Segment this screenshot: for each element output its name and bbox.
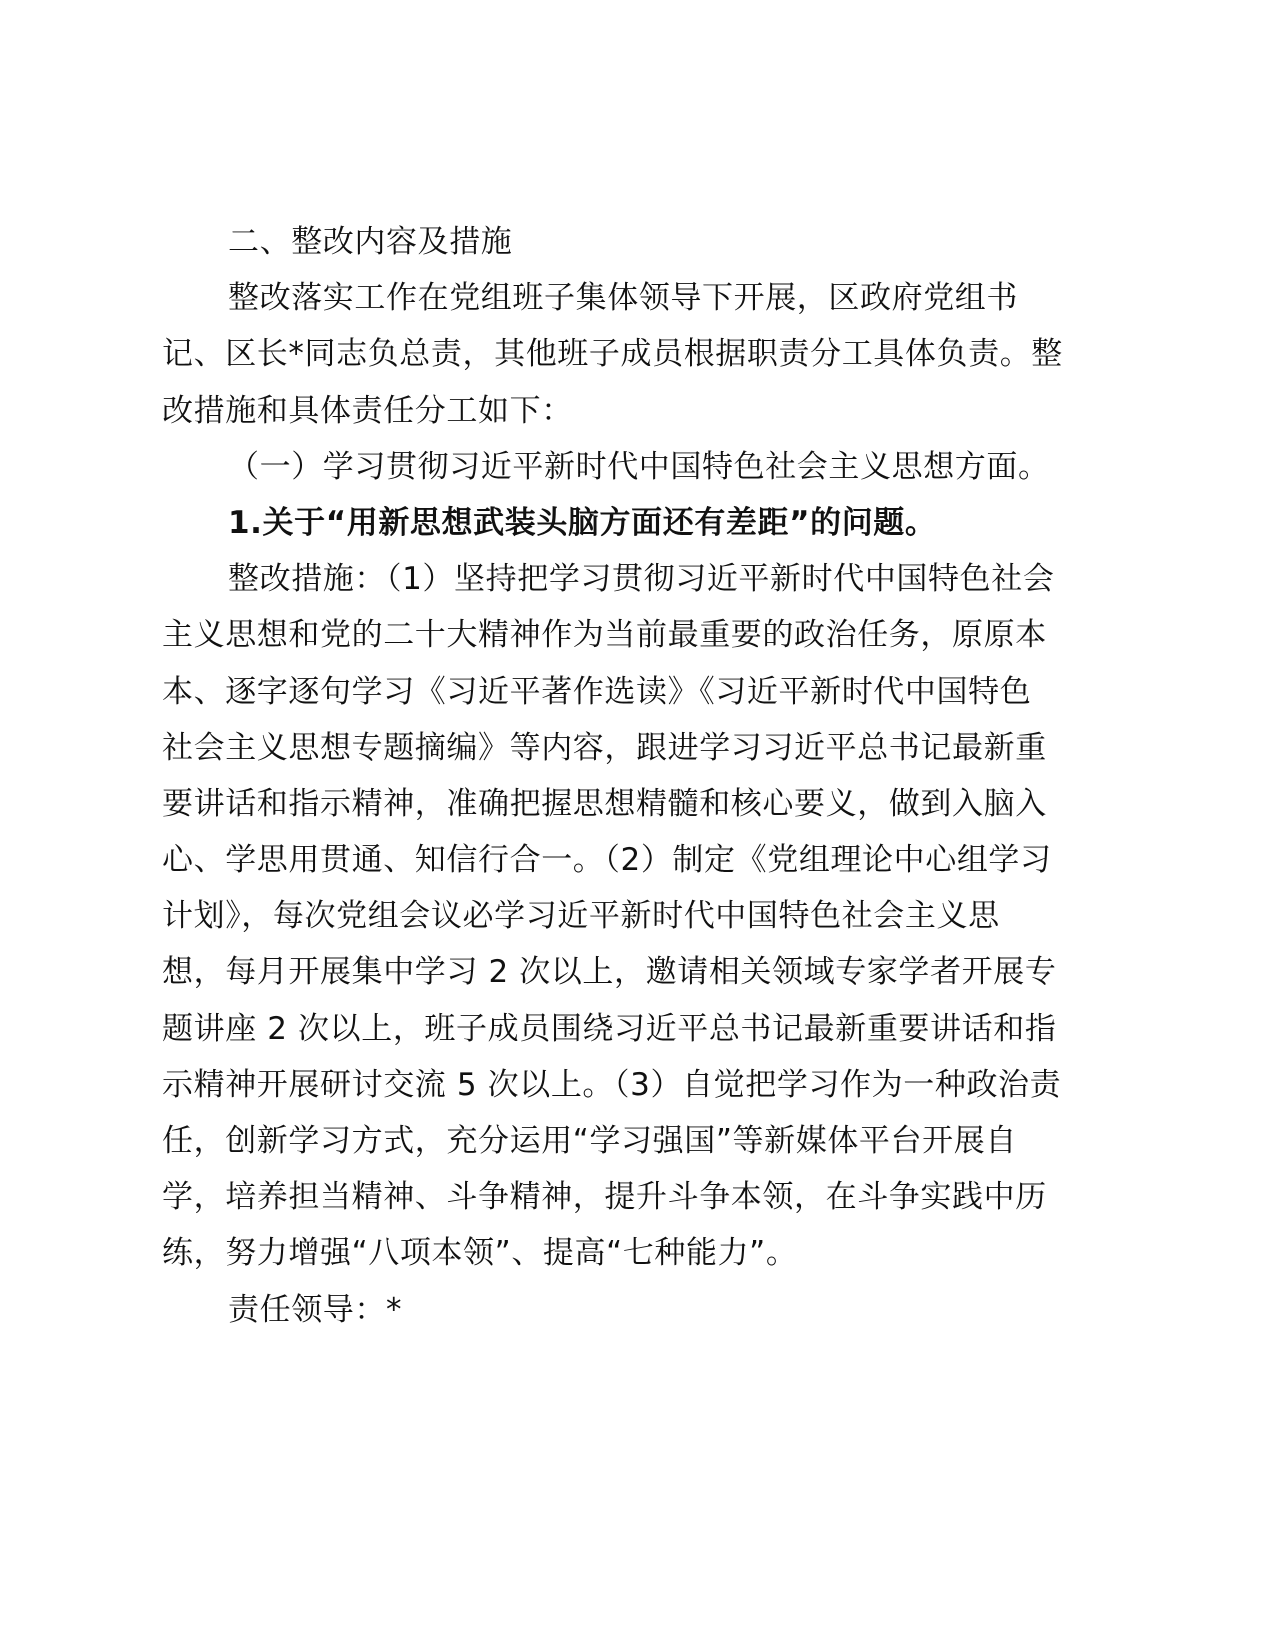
paragraph-line: 想，每月开展集中学习 2 次以上，邀请相关领域专家学者开展专 [162, 954, 1057, 991]
paragraph-line: 整改措施：（1）坚持把学习贯彻习近平新时代中国特色社会 [228, 561, 1055, 598]
section-heading: 二、整改内容及措施 [228, 224, 513, 260]
paragraph-line: 示精神开展研讨交流 5 次以上。（3）自觉把学习作为一种政治责 [162, 1066, 1062, 1103]
paragraph-line: 记、区长*同志负总责，其他班子成员根据职责分工具体负责。整 [162, 336, 1063, 373]
paragraph-line: 学，培养担当精神、斗争精神，提升斗争本领，在斗争实践中历 [162, 1179, 1047, 1216]
paragraph-line: 改措施和具体责任分工如下： [162, 392, 573, 429]
issue-heading: 1.关于“用新思想武装头脑方面还有差距”的问题。 [228, 504, 937, 541]
responsible-leader: 责任领导：* [228, 1291, 403, 1328]
paragraph-line: 本、逐字逐句学习《习近平著作选读》《习近平新时代中国特色 [162, 673, 1032, 710]
paragraph-line: 整改落实工作在党组班子集体领导下开展，区政府党组书 [228, 280, 1018, 317]
paragraph-line: 题讲座 2 次以上，班子成员围绕习近平总书记最新重要讲话和指 [162, 1010, 1057, 1047]
paragraph-line: 主义思想和党的二十大精神作为当前最重要的政治任务，原原本 [162, 617, 1047, 654]
paragraph-line: 心、学思用贯通、知信行合一。（2）制定《党组理论中心组学习 [162, 842, 1052, 879]
paragraph-line: 练，努力增强“八项本领”、提高“七种能力”。 [162, 1235, 798, 1272]
paragraph-line: 任，创新学习方式，充分运用“学习强国”等新媒体平台开展自 [162, 1123, 1017, 1159]
paragraph-line: 计划》，每次党组会议必学习近平新时代中国特色社会主义思 [162, 898, 1000, 935]
document-body [162, 214, 1102, 1338]
paragraph-line: 社会主义思想专题摘编》等内容，跟进学习习近平总书记最新重 [162, 729, 1047, 766]
paragraph-line: 要讲话和指示精神，准确把握思想精髓和核心要义，做到入脑入 [162, 785, 1047, 822]
subsection-heading: （一）学习贯彻习近平新时代中国特色社会主义思想方面。 [228, 448, 1050, 485]
